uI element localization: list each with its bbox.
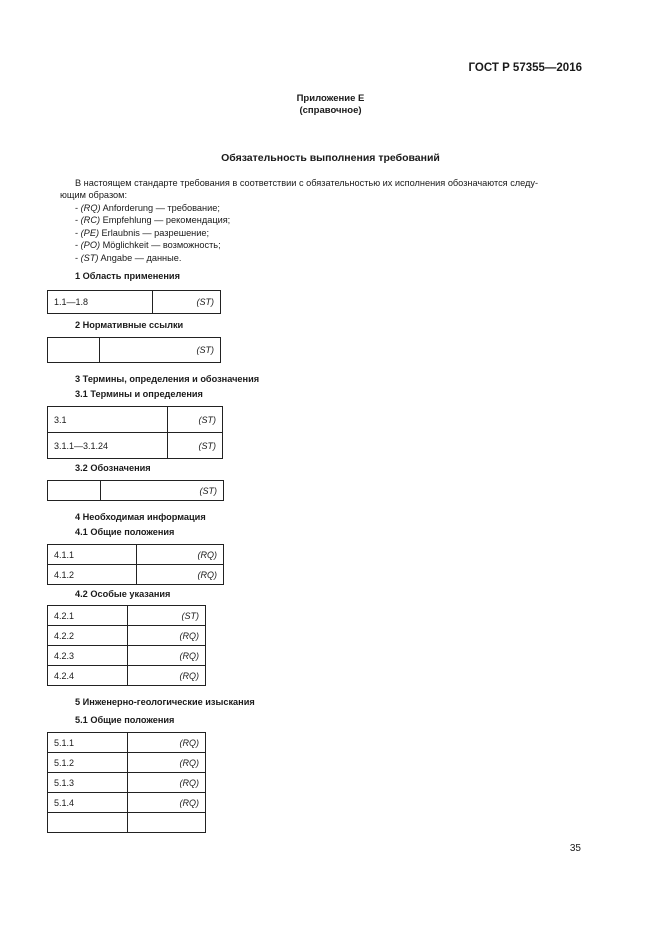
requirements-table — [47, 480, 224, 501]
table-row — [48, 407, 223, 433]
subsection-heading: 4.1 Общие положения — [75, 527, 175, 537]
clause-cell — [48, 813, 128, 833]
requirements-table — [47, 544, 224, 585]
clause-cell: 4.2.1 — [48, 606, 128, 626]
clause-cell: 5.1.4 — [48, 793, 128, 813]
code-cell: (RQ) — [127, 733, 205, 753]
clause-cell: 1.1—1.8 — [48, 291, 153, 314]
list-item: - (PE) Erlaubnis — разрешение; — [75, 227, 210, 238]
code: (PO) — [80, 240, 101, 251]
clause-cell — [48, 481, 101, 501]
code: (RC) — [80, 215, 101, 226]
section-heading: 3 Термины, определения и обозначения — [75, 374, 260, 384]
code-cell: (RQ) — [127, 793, 205, 813]
requirement-codes-list — [75, 202, 230, 264]
requirements-table — [47, 337, 221, 363]
standard-number: ГОСТ Р 57355—2016 — [468, 62, 582, 74]
code-cell: (RQ) — [136, 545, 223, 565]
table-row — [48, 606, 206, 626]
table-row — [48, 666, 206, 686]
page-title: Обязательность выполнения требований — [221, 152, 440, 164]
clause-cell: 4.1.2 — [48, 565, 137, 585]
code-cell — [127, 813, 205, 833]
code-cell: (RQ) — [127, 646, 205, 666]
table-row — [48, 646, 206, 666]
table-row — [48, 773, 206, 793]
list-item: - (RQ) Anforderung — требование; — [75, 203, 220, 213]
code-cell: (RQ) — [127, 773, 205, 793]
section-heading: 1 Область применения — [75, 271, 180, 281]
code: (PE) — [80, 227, 99, 238]
table-row — [48, 338, 221, 363]
code-cell: (ST) — [99, 338, 220, 363]
code-cell: (ST) — [168, 407, 223, 433]
table-row — [48, 793, 206, 813]
clause-cell: 4.2.4 — [48, 666, 128, 686]
requirements-table — [47, 406, 223, 459]
table-row — [48, 545, 224, 565]
code: (ST) — [80, 252, 99, 263]
requirements-table — [47, 290, 221, 314]
list-item: - (RC) Empfehlung — рекомендация; — [75, 215, 231, 226]
list-item: - (PO) Möglichkeit — возможность; — [75, 240, 221, 251]
clause-cell — [48, 338, 100, 363]
table-row — [48, 433, 223, 459]
subsection-heading: 3.2 Обозначения — [75, 463, 151, 473]
subsection-heading: 3.1 Термины и определения — [75, 389, 203, 399]
code-cell: (RQ) — [127, 753, 205, 773]
code-cell: (RQ) — [136, 565, 223, 585]
clause-cell: 4.2.3 — [48, 646, 128, 666]
annex-type: (справочное) — [299, 105, 362, 116]
code: (RQ) — [80, 203, 101, 213]
table-row — [48, 565, 224, 585]
intro-line-1: В настоящем стандарте требования в соответствии с обязательностью их исполнения обозначаются следу- — [75, 178, 539, 188]
code-cell: (RQ) — [127, 626, 205, 646]
clause-cell: 4.2.2 — [48, 626, 128, 646]
code-cell: (ST) — [168, 433, 223, 459]
list-item: - (ST) Angabe — данные. — [75, 252, 182, 263]
requirements-table — [47, 732, 206, 833]
code-cell: (ST) — [127, 606, 205, 626]
clause-cell: 3.1 — [48, 407, 168, 433]
code-cell: (ST) — [100, 481, 223, 501]
clause-cell: 5.1.3 — [48, 773, 128, 793]
section-heading: 2 Нормативные ссылки — [75, 320, 184, 330]
table-row — [48, 753, 206, 773]
section-heading: 5 Инженерно-геологические изыскания — [75, 697, 255, 707]
table-row — [48, 733, 206, 753]
clause-cell: 5.1.1 — [48, 733, 128, 753]
table-row — [48, 626, 206, 646]
requirements-table — [47, 605, 206, 686]
clause-cell: 4.1.1 — [48, 545, 137, 565]
section-heading: 4 Необходимая информация — [75, 512, 206, 522]
code-cell: (RQ) — [127, 666, 205, 686]
code-cell: (ST) — [152, 291, 220, 314]
clause-cell: 3.1.1—3.1.24 — [48, 433, 168, 459]
table-row — [48, 291, 221, 314]
intro-line-2: ющим образом: — [60, 190, 128, 200]
table-row — [48, 813, 206, 833]
page-number: 35 — [569, 843, 581, 854]
table-row — [48, 481, 224, 501]
annex-name: Приложение Е — [296, 93, 365, 104]
subsection-heading: 5.1 Общие положения — [75, 715, 175, 725]
clause-cell: 5.1.2 — [48, 753, 128, 773]
subsection-heading: 4.2 Особые указания — [75, 589, 171, 599]
